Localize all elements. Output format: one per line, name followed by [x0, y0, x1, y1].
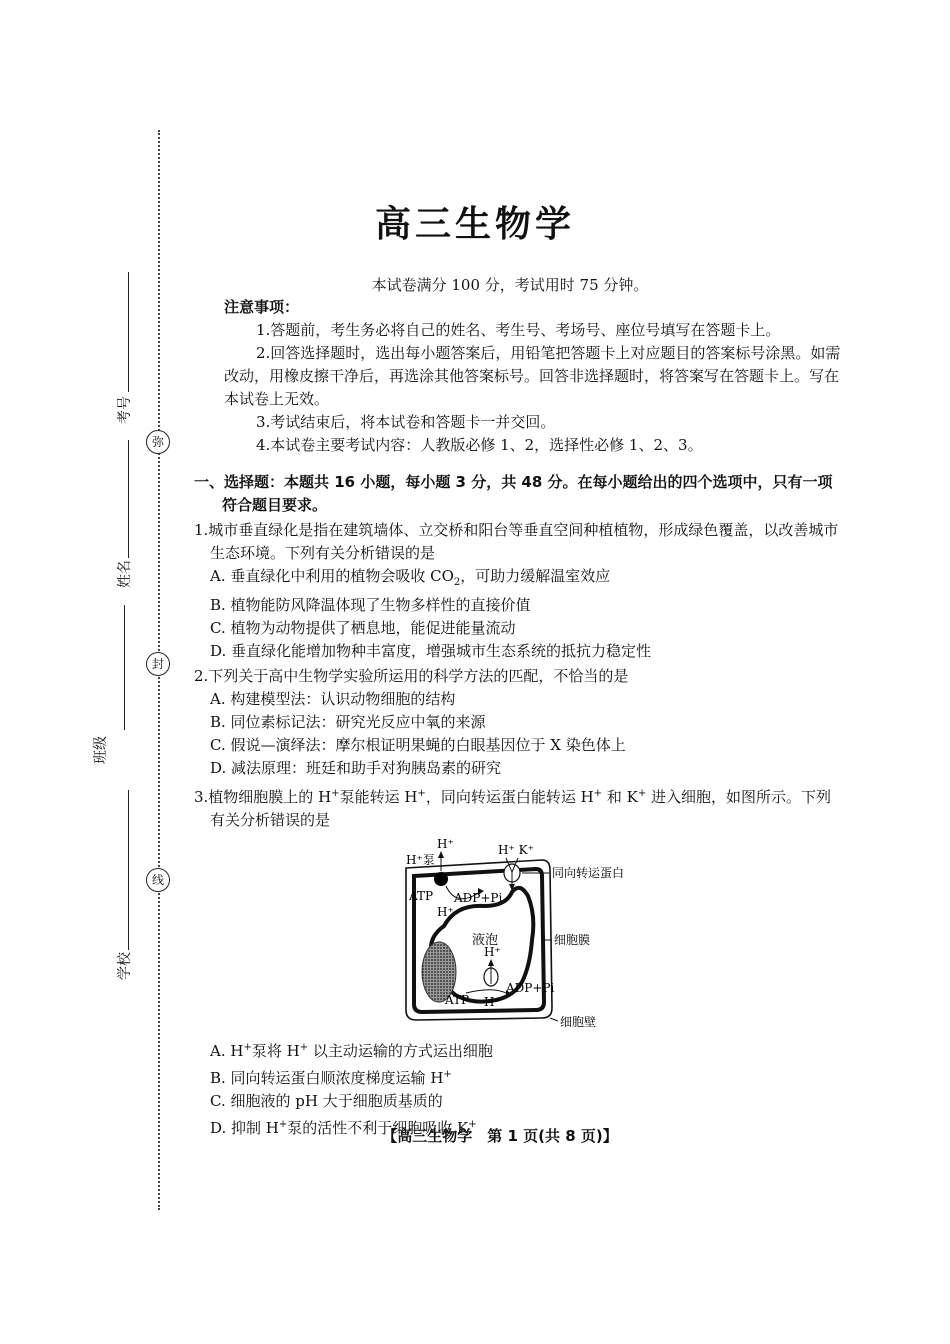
question-2-option-b: B. 同位素标记法：研究光反应中氧的来源	[210, 713, 486, 731]
page-title: 高三生物学	[374, 204, 575, 245]
label-school: 学校	[117, 952, 133, 980]
cell-diagram	[194, 836, 844, 1034]
question-2-stem: 2.下列关于高中生物学实验所运用的科学方法的匹配，不恰当的是	[194, 667, 629, 685]
label-atp-top: ATP	[409, 889, 434, 903]
question-3-option-b: B. 同向转运蛋白顺浓度梯度运输 H+	[210, 1069, 452, 1087]
label-vacuole: 液泡	[472, 933, 499, 948]
notice-item: 4.本试卷主要考试内容：人教版必修 1、2，选择性必修 1、2、3。	[256, 436, 703, 454]
label-name: 姓名	[117, 560, 133, 588]
label-atp-low: ATP	[445, 993, 470, 1007]
label-h-top: H⁺	[437, 837, 454, 851]
question-2-option-a: A. 构建模型法：认识动物细胞的结构	[210, 690, 456, 708]
notice-item: 1.答题前，考生务必将自己的姓名、考生号、考场号、座位号填写在答题卡上。	[256, 321, 781, 339]
question-1-option-b: B. 植物能防风降温体现了生物多样性的直接价值	[210, 596, 531, 614]
question-2-option-d: D. 减法原理：班廷和助手对狗胰岛素的研究	[210, 759, 502, 777]
paper-body	[194, 296, 844, 1140]
label-h-mid: H⁺	[437, 905, 454, 919]
label-h-vacuole: H⁺	[484, 945, 501, 959]
page-footer: 【高三生物学 第 1 页(共 8 页)】	[382, 1127, 618, 1145]
question-3-option-a: A. H+泵将 H+ 以主动运输的方式运出细胞	[210, 1042, 493, 1060]
question-1-option-a: A. 垂直绿化中利用的植物会吸收 $CO_2$，可助力缓解温室效应	[210, 567, 611, 588]
h-pump-shape	[434, 872, 448, 886]
label-class: 班级	[93, 736, 109, 764]
blank-name[interactable]	[128, 440, 129, 558]
seal-char-mi: 弥	[146, 430, 170, 454]
question-2-option-c: C. 假说—演绎法：摩尔根证明果蝇的白眼基因位于 X 染色体上	[210, 736, 626, 754]
label-exam-no: 考号	[117, 396, 133, 424]
notice-heading: 注意事项：	[224, 298, 300, 316]
label-membrane: 细胞膜	[554, 933, 591, 947]
notice-item: 2.回答选择题时，选出每小题答案后，用铅笔把答题卡上对应题目的答案标号涂黑。如需改动，用橡皮擦干净后，再选涂其他答案标号。回答非选择题时，将答案写在答题卡上。写在本试卷上无效。	[224, 344, 841, 408]
blank-class[interactable]	[124, 605, 125, 730]
question-1-option-d: D. 垂直绿化能增加物种丰富度，增强城市生态系统的抵抗力稳定性	[210, 642, 652, 660]
question-1-stem: 1.城市垂直绿化是指在建筑墙体、立交桥和阳台等垂直空间种植植物，形成绿色覆盖，以改善城市生态环境。下列有关分析错误的是	[194, 521, 839, 562]
section-heading: 一、选择题：本题共 16 小题，每小题 3 分，共 48 分。在每小题给出的四个选项中，只有一项符合题目要求。	[194, 473, 833, 514]
blank-school[interactable]	[128, 790, 129, 950]
question-1-option-c: C. 植物为动物提供了栖息地，能促进能量流动	[210, 619, 516, 637]
label-adp-low: ADP+Pi	[506, 981, 555, 995]
label-h-low: H⁺	[484, 995, 501, 1009]
notice-item: 3.考试结束后，将本试卷和答题卡一并交回。	[256, 413, 556, 431]
label-symporter: 同向转运蛋白	[552, 866, 625, 880]
question-3-option-c: C. 细胞液的 pH 大于细胞质基质的	[210, 1092, 443, 1110]
label-hk-top: H⁺ K⁺	[498, 843, 534, 857]
exam-info: 本试卷满分 100 分，考试用时 75 分钟。	[371, 276, 649, 294]
seal-char-feng: 封	[146, 652, 170, 676]
seal-char-xian: 线	[146, 868, 170, 892]
question-3-option-d: D. 抑制 H+泵的活性不利于细胞吸收 K+	[210, 1119, 477, 1137]
label-wall: 细胞壁	[560, 1015, 597, 1029]
label-adp-top: ADP+Pi	[454, 891, 503, 905]
label-h-pump: H⁺泵	[406, 853, 435, 867]
question-3-stem: 3.植物细胞膜上的 H+泵能转运 H+，同向转运蛋白能转运 H+ 和 K+ 进入细胞，如图所示。下列有关分析错误的是	[194, 788, 831, 829]
